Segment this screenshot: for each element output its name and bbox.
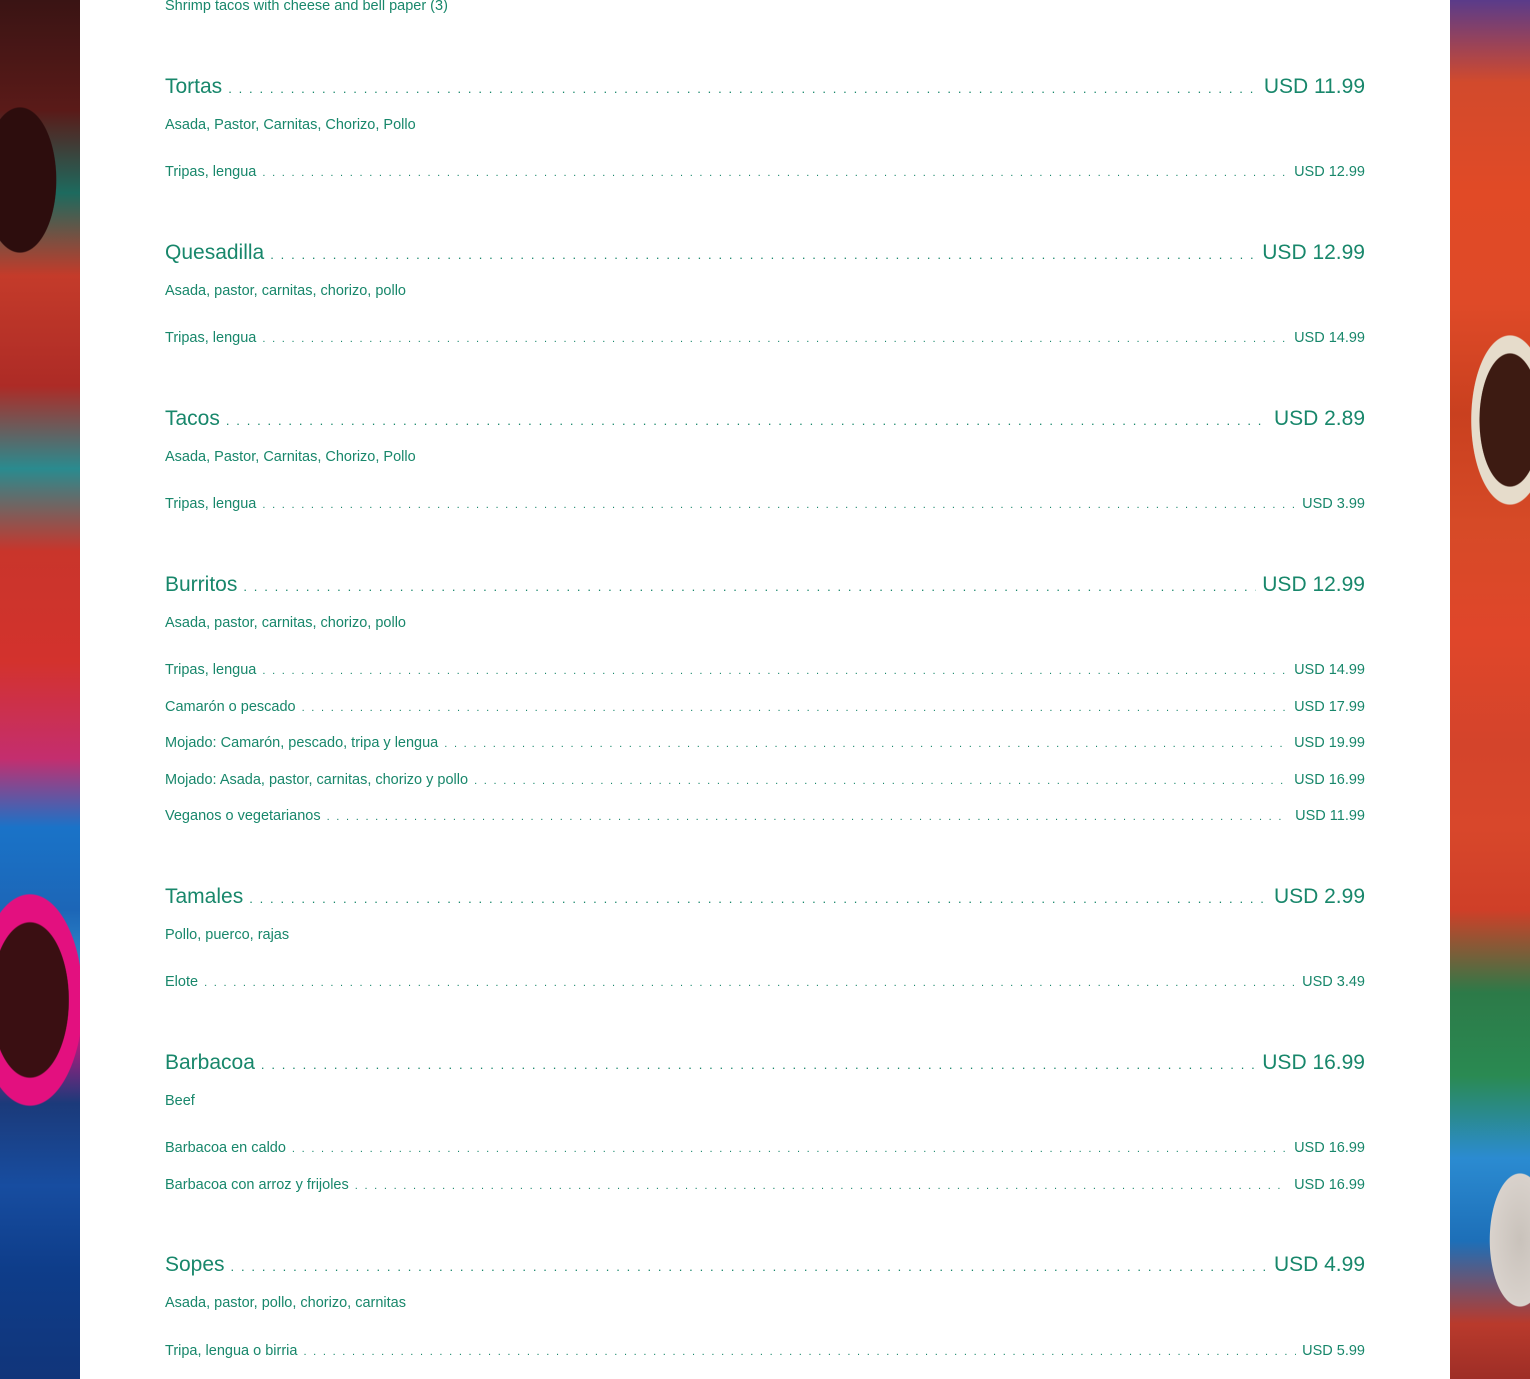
- section-title: Tacos: [165, 407, 220, 430]
- dot-leader: [204, 974, 1296, 992]
- item-description-fragment: Shrimp tacos with cheese and bell paper (3): [165, 0, 448, 14]
- menu-item: [165, 1176, 1365, 1194]
- dot-leader: [249, 886, 1268, 912]
- item-price: USD 3.99: [1302, 496, 1365, 512]
- menu-item: [165, 973, 1365, 991]
- background-right-decor: [1450, 0, 1530, 1379]
- section-title: Sopes: [165, 1253, 225, 1276]
- dot-leader: [262, 164, 1288, 182]
- menu-item: [165, 734, 1365, 752]
- menu-item: [165, 807, 1365, 825]
- menu-section-header: [165, 74, 1365, 100]
- dot-leader: [474, 772, 1288, 790]
- item-name: Veganos o vegetarianos: [165, 808, 321, 824]
- item-price: USD 16.99: [1294, 1140, 1365, 1156]
- menu-item: [165, 771, 1365, 789]
- section-description: Asada, pastor, pollo, chorizo, carnitas: [165, 1295, 406, 1311]
- item-price: USD 12.99: [1294, 164, 1365, 180]
- dot-leader: [262, 496, 1296, 514]
- item-price: USD 16.99: [1294, 1177, 1365, 1193]
- dot-leader: [444, 735, 1288, 753]
- menu-section-header: [165, 884, 1365, 910]
- menu-section-header: [165, 1252, 1365, 1278]
- item-name: Elote: [165, 974, 199, 990]
- menu-item: [165, 698, 1365, 716]
- dot-leader: [262, 662, 1288, 680]
- item-name: Barbacoa con arroz y frijoles: [165, 1177, 349, 1193]
- section-title: Barbacoa: [165, 1051, 255, 1074]
- section-description: Asada, Pastor, Carnitas, Chorizo, Pollo: [165, 117, 416, 133]
- dot-leader: [302, 699, 1288, 717]
- item-price: USD 14.99: [1294, 330, 1365, 346]
- section-price: USD 16.99: [1262, 1051, 1365, 1074]
- section-description: Asada, Pastor, Carnitas, Chorizo, Pollo: [165, 449, 416, 465]
- section-description: Asada, pastor, carnitas, chorizo, pollo: [165, 283, 406, 299]
- menu-item: [165, 163, 1365, 181]
- menu-panel: [80, 0, 1450, 1379]
- section-title: Tamales: [165, 885, 244, 908]
- menu-item: [165, 495, 1365, 513]
- item-price: USD 5.99: [1302, 1343, 1365, 1359]
- item-name: Mojado: Camarón, pescado, tripa y lengua: [165, 735, 439, 751]
- item-price: USD 16.99: [1294, 772, 1365, 788]
- section-price: USD 2.89: [1273, 407, 1365, 430]
- dot-leader: [262, 330, 1288, 348]
- section-price: USD 11.99: [1263, 75, 1365, 98]
- dot-leader: [292, 1140, 1288, 1158]
- section-description: Asada, pastor, carnitas, chorizo, pollo: [165, 615, 406, 631]
- section-price: USD 2.99: [1273, 885, 1365, 908]
- menu-section-header: [165, 240, 1365, 266]
- dot-leader: [327, 808, 1290, 826]
- dot-leader: [228, 76, 1258, 102]
- background-left-decor: [0, 0, 80, 1379]
- item-name: Barbacoa en caldo: [165, 1140, 286, 1156]
- section-price: USD 4.99: [1273, 1253, 1365, 1276]
- item-name: Tripas, lengua: [165, 496, 257, 512]
- item-price: USD 14.99: [1294, 662, 1365, 678]
- item-price: USD 3.49: [1302, 974, 1365, 990]
- menu-item: [165, 1139, 1365, 1157]
- dot-leader: [270, 242, 1256, 268]
- dot-leader: [243, 574, 1256, 600]
- dot-leader: [231, 1254, 1268, 1280]
- item-price: USD 17.99: [1294, 699, 1365, 715]
- menu-item: [165, 329, 1365, 347]
- item-name: Camarón o pescado: [165, 699, 296, 715]
- section-description: Pollo, puerco, rajas: [165, 927, 290, 943]
- item-name: Mojado: Asada, pastor, carnitas, chorizo y pollo: [165, 772, 469, 788]
- menu-item: [165, 1342, 1365, 1360]
- item-name: Tripas, lengua: [165, 164, 257, 180]
- dot-leader: [226, 408, 1268, 434]
- section-price: USD 12.99: [1262, 573, 1365, 596]
- dot-leader: [303, 1343, 1296, 1361]
- item-price: USD 19.99: [1294, 735, 1365, 751]
- section-title: Tortas: [165, 75, 223, 98]
- menu-section-header: [165, 1050, 1365, 1076]
- menu-section-header: [165, 406, 1365, 432]
- menu-item: [165, 661, 1365, 679]
- item-name: Tripa, lengua o birria: [165, 1343, 298, 1359]
- item-name: Tripas, lengua: [165, 662, 257, 678]
- dot-leader: [261, 1052, 1256, 1078]
- item-price: USD 11.99: [1295, 808, 1365, 824]
- menu-section-header: [165, 572, 1365, 598]
- section-price: USD 12.99: [1262, 241, 1365, 264]
- section-title: Burritos: [165, 573, 238, 596]
- section-description: Beef: [165, 1093, 195, 1109]
- item-name: Tripas, lengua: [165, 330, 257, 346]
- dot-leader: [355, 1177, 1288, 1195]
- section-title: Quesadilla: [165, 241, 265, 264]
